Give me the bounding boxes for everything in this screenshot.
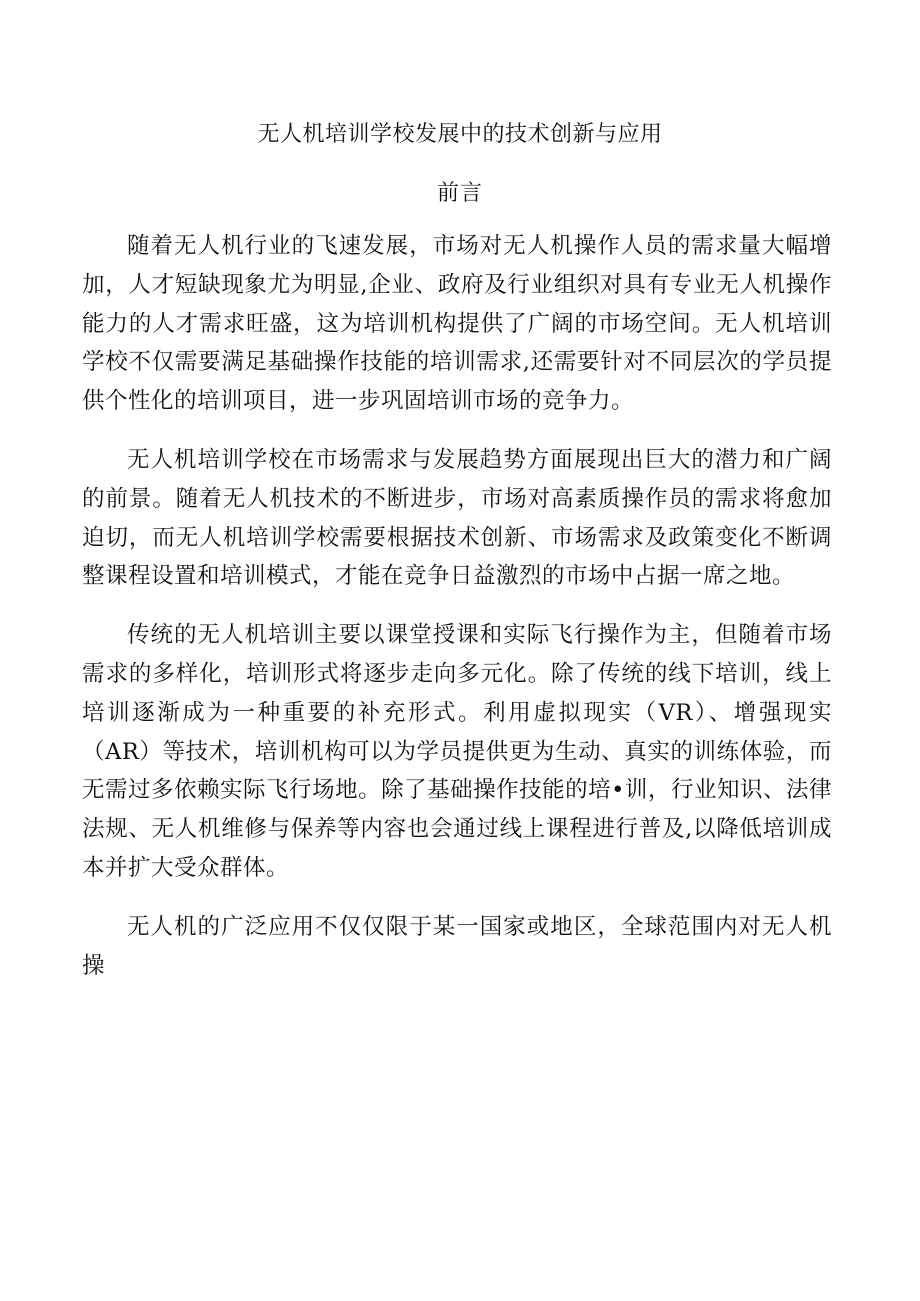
paragraph: 随着无人机行业的飞速发展，市场对无人机操作人员的需求量大幅增加，人才短缺现象尤为明显,企业、政府及行业组织对具有专业无人机操作能力的人才需求旺盛，这为培训机构提供了广阔的市场空间。无人机培训学校不仅需要满足基础操作技能的培训需求,还需要针对不同层次的学员提供个性化的培训项目，进一步巩固培训市场的竞争力。: [82, 233, 832, 415]
paragraph: 传统的无人机培训主要以课堂授课和实际飞行操作为主，但随着市场需求的多样化，培训形式将逐步走向多元化。除了传统的线下培训，线上培训逐渐成为一种重要的补充形式。利用虚拟现实（VR）、增强现实（AR）等技术，培训机构可以为学员提供更为生动、真实的训练体验，而无需过多依赖实际飞行场地。除了基础操作技能的培•训，行业知识、法律法规、无人机维修与保养等内容也会通过线上课程进行普及,以降低培训成本并扩大受众群体。: [82, 622, 832, 881]
document-body: [82, 227, 832, 1005]
paragraph: 无人机培训学校在市场需求与发展趋势方面展现出巨大的潜力和广阔的前景。随着无人机技术的不断进步，市场对高素质操作员的需求将愈加迫切，而无人机培训学校需要根据技术创新、市场需求及政策变化不断调整课程设置和培训模式，才能在竞争日益激烈的市场中占据一席之地。: [82, 446, 832, 590]
section-heading-preface: 前言: [436, 181, 483, 206]
document-title: 无人机培训学校发展中的技术创新与应用: [257, 122, 663, 147]
paragraph: 无人机的广泛应用不仅仅限于某一国家或地区，全球范围内对无人机操: [82, 913, 832, 979]
